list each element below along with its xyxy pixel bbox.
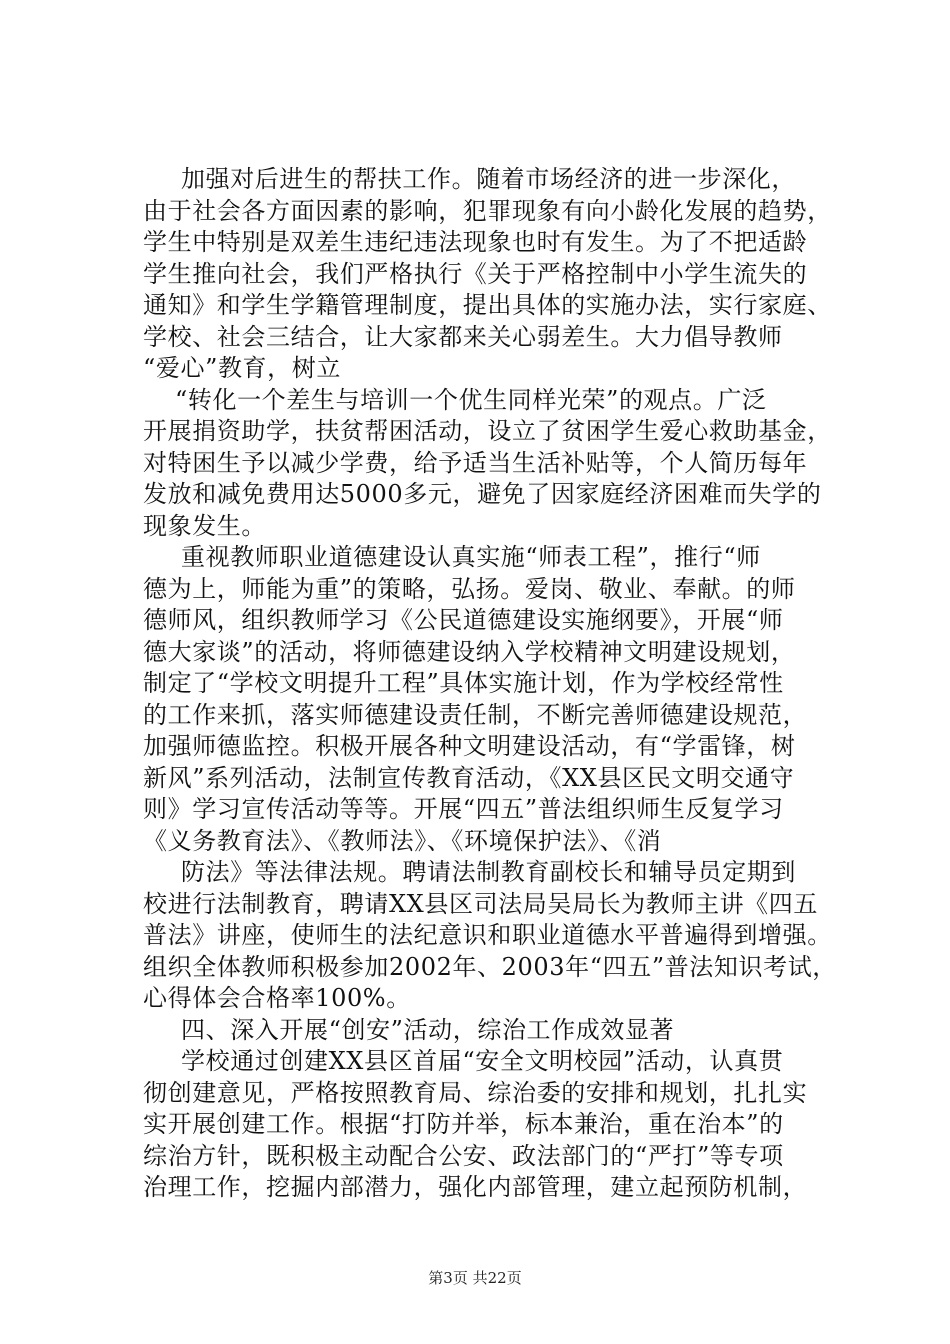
text-line: 制定了“学校文明提升工程”具体实施计划，作为学校经常性	[143, 669, 784, 697]
text-line: 组织全体教师积极参加2002年、2003年“四五”普法知识考试，	[143, 952, 837, 981]
text-line: 新风”系列活动，法制宣传教育活动，《XX县区民文明交通守	[143, 763, 795, 792]
text-line: 加强对后进生的帮扶工作。随着市场经济的进一步深化，	[181, 165, 796, 193]
text-line: 由于社会各方面因素的影响，犯罪现象有向小龄化发展的趋势，	[143, 196, 832, 225]
text-line: 现象发生。	[143, 511, 266, 540]
text-line: 校进行法制教育，聘请XX县区司法局吴局长为教师主讲《四五	[143, 889, 818, 918]
text-line: 综治方针，既积极主动配合公安、政法部门的“严打”等专项	[143, 1141, 784, 1170]
body-text	[143, 164, 837, 1204]
text-line: 的工作来抓，落实师德建设责任制，不断完善师德建设规范，	[143, 700, 808, 729]
text-line: 则》学习宣传活动等等。开展“四五”普法组织师生反复学习	[143, 795, 784, 823]
text-line: 《义务教育法》、《教师法》、《环境保护法》、《消	[143, 826, 662, 855]
text-line: 心得体会合格率100%。	[143, 984, 411, 1012]
text-line: 学校通过创建XX县区首届“安全文明校园”活动，认真贯	[181, 1047, 784, 1075]
text-line: 重视教师职业道德建设认真实施“师表工程”，推行“师	[181, 543, 761, 571]
text-line: 德大家谈”的活动，将师德建设纳入学校精神文明建设规划，	[143, 637, 796, 666]
text-line: “转化一个差生与培训一个优生同样光荣”的观点。广泛	[175, 385, 767, 414]
text-line: 治理工作，挖掘内部潜力，强化内部管理，建立起预防机制，	[143, 1173, 808, 1201]
text-line: 学生中特别是双差生违纪违法现象也时有发生。为了不把适龄	[143, 228, 808, 256]
text-line: “爱心”教育，树立	[143, 354, 341, 382]
text-line: 学生推向社会，我们严格执行《关于严格控制中小学生流失的	[143, 259, 808, 288]
text-line: 对特困生予以减少学费，给予适当生活补贴等，个人简历每年	[143, 448, 808, 477]
text-line: 加强师德监控。积极开展各种文明建设活动，有“学雷锋，树	[143, 732, 796, 760]
text-line: 普法》讲座，使师生的法纪意识和职业道德水平普遍得到增强。	[143, 921, 832, 949]
text-line: 通知》和学生学籍管理制度，提出具体的实施办法，实行家庭、	[143, 291, 832, 319]
text-line: 德师风，组织教师学习《公民道德建设实施纲要》，开展“师	[143, 606, 784, 634]
text-line: 开展捐资助学，扶贫帮困活动，设立了贫困学生爱心救助基金，	[143, 417, 832, 445]
text-line: 防法》等法律法规。聘请法制教育副校长和辅导员定期到	[181, 858, 796, 886]
text-line: 学校、社会三结合，让大家都来关心弱差生。大力倡导教师	[143, 322, 783, 351]
section-heading: 四、深入开展“创安”活动，综治工作成效显著	[181, 1015, 675, 1044]
text-line: 实开展创建工作。根据“打防并举，标本兼治，重在治本”的	[143, 1110, 784, 1138]
text-line: 彻创建意见，严格按照教育局、综治委的安排和规划，扎扎实	[143, 1078, 808, 1107]
text-line: 发放和减免费用达5000多元，避免了因家庭经济困难而失学的	[143, 480, 822, 508]
text-line: 德为上，师能为重”的策略，弘扬。爱岗、敬业、奉献。的师	[143, 574, 796, 603]
page-number-footer: 第3页 共22页	[428, 1269, 522, 1287]
